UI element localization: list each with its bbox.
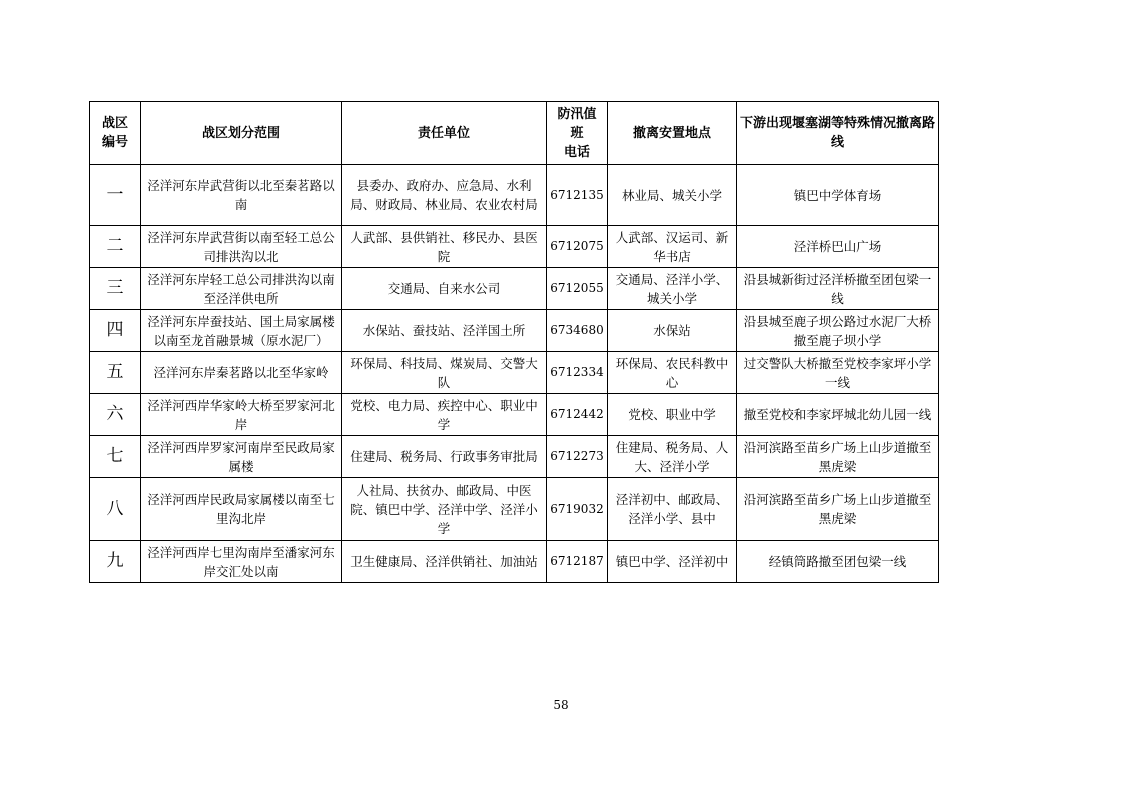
page-number: 58	[553, 698, 569, 712]
table-header-row	[90, 102, 939, 165]
responsible-units-cell: 党校、电力局、疾控中心、职业中学	[342, 394, 547, 436]
responsible-units-cell: 环保局、科技局、煤炭局、交警大队	[342, 352, 547, 394]
zone-range-cell: 泾洋河东岸蚕技站、国土局家属楼以南至龙首融景城（原水泥厂）	[141, 310, 342, 352]
zone-range-cell: 泾洋河东岸秦茗路以北至华家岭	[141, 352, 342, 394]
zone-number-cell: 四	[90, 310, 141, 352]
table-row	[90, 352, 939, 394]
zone-range-cell: 泾洋河西岸罗家河南岸至民政局家属楼	[141, 436, 342, 478]
evacuation-route-cell: 镇巴中学体育场	[737, 165, 939, 226]
responsible-units-cell: 县委办、政府办、应急局、水利局、财政局、林业局、农业农村局	[342, 165, 547, 226]
duty-phone-cell: 6734680	[547, 310, 608, 352]
evacuation-place-cell: 泾洋初中、邮政局、泾洋小学、县中	[608, 478, 737, 541]
zone-range-cell: 泾洋河东岸武营街以南至轻工总公司排洪沟以北	[141, 226, 342, 268]
evacuation-route-cell: 经镇筒路撤至团包梁一线	[737, 541, 939, 583]
responsible-units-cell: 人社局、扶贫办、邮政局、中医院、镇巴中学、泾洋中学、泾洋小学	[342, 478, 547, 541]
duty-phone-cell: 6712334	[547, 352, 608, 394]
flood-control-zone-table	[89, 101, 939, 583]
table-row	[90, 268, 939, 310]
zone-range-cell: 泾洋河西岸华家岭大桥至罗家河北岸	[141, 394, 342, 436]
evacuation-place-cell: 住建局、税务局、人大、泾洋小学	[608, 436, 737, 478]
duty-phone-cell: 6712187	[547, 541, 608, 583]
duty-phone-cell: 6712135	[547, 165, 608, 226]
header-duty-phone: 防汛值 班 电话	[547, 102, 608, 165]
evacuation-route-cell: 沿县城新街过泾洋桥撤至团包梁一线	[737, 268, 939, 310]
evacuation-route-cell: 过交警队大桥撤至党校李家坪小学一线	[737, 352, 939, 394]
zone-number-cell: 七	[90, 436, 141, 478]
duty-phone-cell: 6712442	[547, 394, 608, 436]
header-evacuation-place: 撤离安置地点	[608, 102, 737, 165]
table-row	[90, 226, 939, 268]
evacuation-place-cell: 党校、职业中学	[608, 394, 737, 436]
evacuation-place-cell: 林业局、城关小学	[608, 165, 737, 226]
evacuation-route-cell: 沿河滨路至苗乡广场上山步道撤至黑虎梁	[737, 478, 939, 541]
header-zone-number: 战区 编号	[90, 102, 141, 165]
evacuation-place-cell: 人武部、汉运司、新华书店	[608, 226, 737, 268]
header-zone-range: 战区划分范围	[141, 102, 342, 165]
duty-phone-cell: 6712055	[547, 268, 608, 310]
evacuation-route-cell: 沿河滨路至苗乡广场上山步道撤至黑虎梁	[737, 436, 939, 478]
table-row	[90, 394, 939, 436]
table-row	[90, 541, 939, 583]
duty-phone-cell: 6719032	[547, 478, 608, 541]
evacuation-place-cell: 环保局、农民科教中心	[608, 352, 737, 394]
evacuation-place-cell: 镇巴中学、泾洋初中	[608, 541, 737, 583]
evacuation-route-cell: 泾洋桥巴山广场	[737, 226, 939, 268]
table-row	[90, 165, 939, 226]
zone-range-cell: 泾洋河东岸武营街以北至秦茗路以南	[141, 165, 342, 226]
responsible-units-cell: 卫生健康局、泾洋供销社、加油站	[342, 541, 547, 583]
zone-number-cell: 八	[90, 478, 141, 541]
table-row	[90, 436, 939, 478]
responsible-units-cell: 水保站、蚕技站、泾洋国土所	[342, 310, 547, 352]
zone-number-cell: 五	[90, 352, 141, 394]
zone-number-cell: 三	[90, 268, 141, 310]
responsible-units-cell: 交通局、自来水公司	[342, 268, 547, 310]
zone-number-cell: 一	[90, 165, 141, 226]
header-responsible-units: 责任单位	[342, 102, 547, 165]
zone-number-cell: 二	[90, 226, 141, 268]
table-row	[90, 310, 939, 352]
table-body	[90, 165, 939, 583]
header-evacuation-route: 下游出现堰塞湖等特殊情况撤离路线	[737, 102, 939, 165]
evacuation-route-cell: 撤至党校和李家坪城北幼儿园一线	[737, 394, 939, 436]
evacuation-place-cell: 水保站	[608, 310, 737, 352]
zone-number-cell: 九	[90, 541, 141, 583]
zone-number-cell: 六	[90, 394, 141, 436]
evacuation-route-cell: 沿县城至鹿子坝公路过水泥厂大桥撤至鹿子坝小学	[737, 310, 939, 352]
zone-range-cell: 泾洋河东岸轻工总公司排洪沟以南至泾洋供电所	[141, 268, 342, 310]
zone-range-cell: 泾洋河西岸民政局家属楼以南至七里沟北岸	[141, 478, 342, 541]
duty-phone-cell: 6712075	[547, 226, 608, 268]
evacuation-place-cell: 交通局、泾洋小学、城关小学	[608, 268, 737, 310]
duty-phone-cell: 6712273	[547, 436, 608, 478]
zone-range-cell: 泾洋河西岸七里沟南岸至潘家河东岸交汇处以南	[141, 541, 342, 583]
responsible-units-cell: 人武部、县供销社、移民办、县医院	[342, 226, 547, 268]
table-row	[90, 478, 939, 541]
responsible-units-cell: 住建局、税务局、行政事务审批局	[342, 436, 547, 478]
